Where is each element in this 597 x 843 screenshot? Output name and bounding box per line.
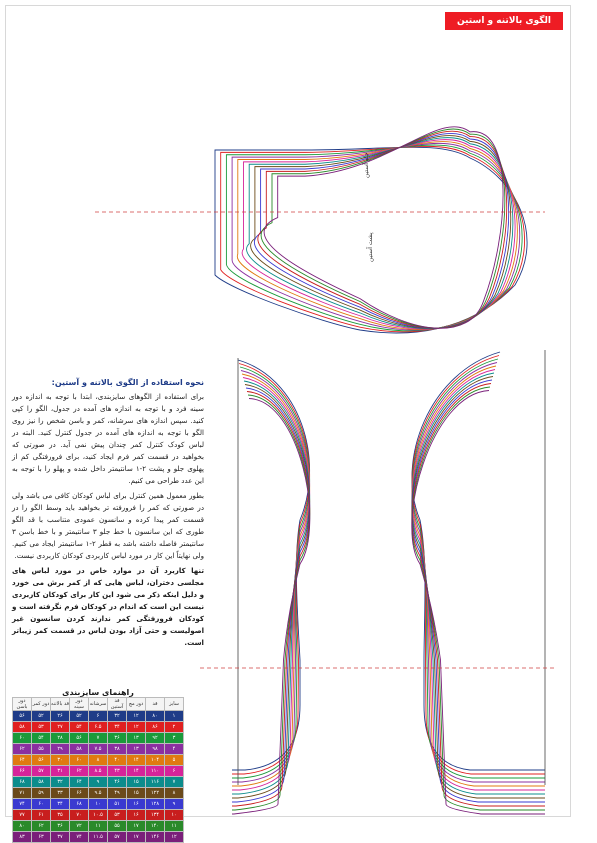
size-guide-cell: ۸۰ [146,711,165,722]
size-guide-cell: ۳۸ [108,744,127,755]
size-guide-cell: ۱۳۴ [146,810,165,821]
size-guide-header-cell: قد آستین [108,698,127,711]
size-guide-row [13,832,184,843]
size-guide-row [13,711,184,722]
size-guide-cell: ۱۳ [127,744,146,755]
size-guide-cell: ۶ [165,766,184,777]
size-guide-cell: ۶۶ [13,766,32,777]
page-title-banner: الگوی بالاتنه و استین کودک [445,12,563,30]
size-guide-cell: ۹۲ [146,733,165,744]
size-guide-cell: ۷۷ [13,810,32,821]
size-guide-cell: ۳۶ [108,733,127,744]
size-guide-cell: ۱۰۴ [146,755,165,766]
sleeve-back-label: پشت آستین [367,232,374,262]
size-guide-cell: ۵۷ [32,766,51,777]
size-guide-cell: ۵۶ [13,711,32,722]
size-guide-title: راهنمای سایزبندی [62,688,134,697]
size-guide-row [13,722,184,733]
size-guide-cell: ۱۲ [127,722,146,733]
size-guide-cell: ۶۸ [13,777,32,788]
size-guide-row [13,810,184,821]
instructions-paragraph-3: تنها کاربرد آن در موارد خاص در مورد لباس های مجلسی دختران، لباس هایی که از کمر برش می خورد و دلیل اینکه ذکر می شود این کار برای کودکان کاربردی نیست این است که اندام در کودکان فرم نگرفته است و کودکان فرورفتگی کمر ندارند کردن سانسون غیر اصولیست و حتی آزاد بودن لباس در قسمت کمر زیباتر است. [12,566,204,647]
size-guide-cell: ۲۸ [51,733,70,744]
size-guide-cell: ۷۲ [70,821,89,832]
size-guide-cell: ۱۲۸ [146,799,165,810]
size-guide-header-cell: دور مچ [127,698,146,711]
size-guide-row [13,788,184,799]
size-guide-cell: ۶۲ [13,744,32,755]
size-guide-cell: ۷۴ [70,832,89,843]
sleeve-pattern [215,127,527,333]
size-guide-cell: ۲ [165,722,184,733]
size-guide-cell: ۷ [89,733,108,744]
size-guide-cell: ۲۹ [51,744,70,755]
size-guide-cell: ۱۱.۵ [89,832,108,843]
sleeve-front-label: جلو آستین [363,152,370,178]
size-guide-cell: ۸۶ [146,722,165,733]
size-guide-cell: ۳۴ [108,722,127,733]
size-guide-cell: ۵۳ [108,810,127,821]
size-guide-cell: ۵۲ [32,711,51,722]
size-guide-cell: ۱۴۶ [146,832,165,843]
size-guide-cell: ۱۰ [89,799,108,810]
size-guide-cell: ۱۱۶ [146,777,165,788]
size-guide-cell: ۴۶ [108,777,127,788]
size-guide-row [13,766,184,777]
size-guide-cell: ۵۸ [32,777,51,788]
size-guide-cell: ۹ [165,799,184,810]
size-guide-cell: ۵ [165,755,184,766]
size-guide-cell: ۹.۵ [89,788,108,799]
size-guide-cell: ۱۷ [127,832,146,843]
size-guide-cell: ۳۳ [51,788,70,799]
size-guide-cell: ۵۳ [32,722,51,733]
size-guide-cell: ۵۷ [108,832,127,843]
size-guide-cell: ۴۰ [108,755,127,766]
size-guide-cell: ۸.۵ [89,766,108,777]
back-bodice-size-line [412,352,545,770]
size-guide-cell: ۱۰.۵ [89,810,108,821]
size-guide-row [13,799,184,810]
instructions-paragraph-1: برای استفاده از الگوهای سایزبندی، ابتدا با توجه به اندازه دور سینه فرد و با توجه به اندازه های آمده در جدول، الگو را کپی کنید. سپس اندازه های سرشانه، کمر و باسن شخص را نیز روی الگو با توجه به اندازه های آمده در جدول کنترل کنید. البته در لباس کودک کنترل کمر چندان پیش نمی آید. در صورتی که بخواهید در قسمت کمر فرم ایجاد کنید، برای فرورفتگی کم از پهلوی جلو و پشت ۲-۱ سانتیمتر داخل شده و پهلو را با توجه به این عدد طراحی می کنیم. [12,392,205,485]
size-guide-cell: ۱۳ [127,733,146,744]
size-guide-cell: ۵۲ [70,711,89,722]
size-guide-cell: ۳۵ [51,810,70,821]
size-guide-cell: ۳۷ [51,832,70,843]
size-guide-cell: ۵۵ [108,821,127,832]
size-guide-cell: ۱۴ [127,755,146,766]
size-guide-cell: ۱۱۰ [146,766,165,777]
back-bodice-size-line [412,359,545,778]
size-guide-cell: ۳۲ [51,777,70,788]
size-guide-cell: ۱۴۰ [146,821,165,832]
instructions-paragraph-2: بطور معمول همین کنترل برای لباس کودکان کافی می باشد ولی در صورتی که کمر را فرورفته تر بخواهید باید وسط الگو را در قسمت کمر پیدا کرده و سانسون عمودی متناسب با قد الگو طوری که این سانسون با خط جلو ۳ سانتیمتر و با خط باسن ۳ سانتیمتر فاصله داشته باشد به قطر ۲-۱ سانتیمتر ایجاد می کنیم. ولی نهایتاً این کار در مورد لباس کاربردی کودکان کاربردی نیست. [12,491,204,560]
size-guide-cell: ۴ [165,744,184,755]
size-guide-cell: ۳۶ [51,821,70,832]
size-guide-cell: ۴۹ [108,788,127,799]
size-guide-cell: ۵۸ [70,744,89,755]
size-guide-cell: ۳۴ [51,799,70,810]
bodice-front-pattern [232,358,310,814]
size-guide-cell: ۶۱ [32,810,51,821]
size-guide-cell: ۶۸ [70,799,89,810]
size-guide-cell: ۱۱ [89,821,108,832]
size-guide-cell: ۸۳ [13,832,32,843]
size-guide-header-row [13,698,184,711]
size-guide-cell: ۱۲۲ [146,788,165,799]
size-guide-header-cell: سایز [165,698,184,711]
size-guide-cell: ۶۲ [32,821,51,832]
size-guide-row [13,755,184,766]
size-guide-row [13,744,184,755]
size-guide-cell: ۴۳ [108,766,127,777]
sleeve-size-line [261,129,505,328]
size-guide-header-cell: دور سینه [70,698,89,711]
instructions-title: نحوه استفاده از الگوی بالاتنه و آستین: [51,378,204,387]
size-guide-cell: ۵۹ [32,788,51,799]
size-guide-cell: ۸ [165,788,184,799]
size-guide-cell: ۲۶ [51,711,70,722]
scrollbar[interactable] [573,0,597,820]
size-guide-cell: ۷۱ [13,788,32,799]
size-guide-cell: ۶۰ [32,799,51,810]
size-guide-cell: ۵۶ [70,733,89,744]
front-bodice-size-line [232,399,310,815]
size-guide-cell: ۱۷ [127,821,146,832]
size-guide-cell: ۱۵ [127,788,146,799]
size-guide-row [13,821,184,832]
bodice-back-pattern [412,350,545,814]
size-guide-cell: ۳۱ [51,766,70,777]
size-guide-header-cell: دور باسن [13,698,32,711]
size-guide-cell: ۶.۵ [89,722,108,733]
size-guide-cell: ۱۱ [165,821,184,832]
sleeve-size-line [242,140,515,329]
size-guide-cell: ۹۸ [146,744,165,755]
size-guide-cell: ۵۴ [70,722,89,733]
size-guide-cell: ۱۶ [127,810,146,821]
front-bodice-size-line [232,385,310,799]
size-guide-cell: ۳۲ [108,711,127,722]
size-guide-cell: ۵۶ [32,755,51,766]
size-guide-cell: ۶۰ [70,755,89,766]
size-guide-cell: ۵۱ [108,799,127,810]
size-guide-cell: ۱۴ [127,766,146,777]
size-guide-cell: ۶ [89,711,108,722]
size-guide-cell: ۶۳ [32,832,51,843]
size-guide-cell: ۷ [165,777,184,788]
instructions-block [12,377,204,652]
sleeve-size-line [254,133,508,328]
size-guide-cell: ۶۴ [13,755,32,766]
size-guide-table [12,697,184,843]
size-guide-cell: ۷۴ [13,799,32,810]
size-guide-cell: ۶۴ [70,777,89,788]
size-guide-cell: ۵۴ [32,733,51,744]
size-guide-cell: ۳ [165,733,184,744]
size-guide-row [13,777,184,788]
back-bodice-size-line [412,356,545,775]
size-guide-header-cell: قد [146,698,165,711]
size-guide-cell: ۲۷ [51,722,70,733]
size-guide-cell: ۸۰ [13,821,32,832]
size-guide-cell: ۱۲ [127,711,146,722]
size-guide-cell: ۷.۵ [89,744,108,755]
size-guide-cell: ۱۲ [165,832,184,843]
front-bodice-size-line [232,395,310,810]
size-guide-cell: ۱۰ [165,810,184,821]
size-guide-cell: ۹ [89,777,108,788]
size-guide-cell: ۱ [165,711,184,722]
size-guide-cell: ۶۶ [70,788,89,799]
size-guide-cell: ۳۰ [51,755,70,766]
size-guide-cell: ۱۵ [127,777,146,788]
size-guide-cell: ۱۶ [127,799,146,810]
size-guide-cell: ۷۰ [70,810,89,821]
front-bodice-size-line [232,392,310,807]
sleeve-size-line [226,145,522,331]
size-guide-header-cell: سرشانه [89,698,108,711]
size-guide-cell: ۸ [89,755,108,766]
size-guide-cell: ۶۰ [13,733,32,744]
size-guide-cell: ۵۸ [13,722,32,733]
size-guide-header-cell: دور کمر [32,698,51,711]
size-guide-row [13,733,184,744]
size-guide-cell: ۵۵ [32,744,51,755]
size-guide-cell: ۶۲ [70,766,89,777]
size-guide-header-cell: قد بالاتنه [51,698,70,711]
